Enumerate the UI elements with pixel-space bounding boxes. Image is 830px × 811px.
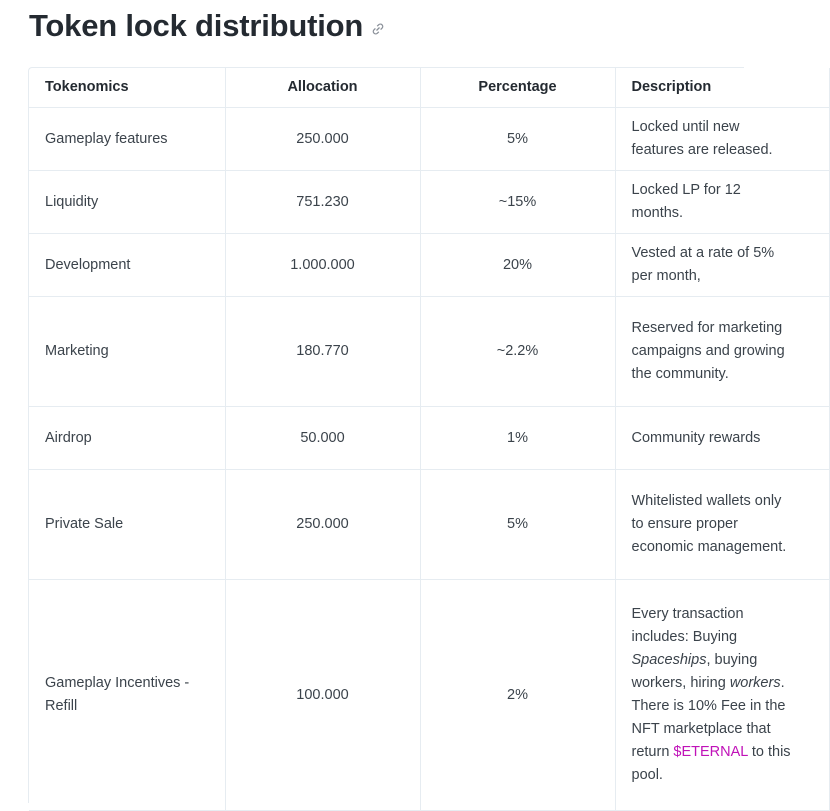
description-part: . There is 10% Fee in the NFT marketplace that return xyxy=(631,675,786,760)
cell-percentage: ~15% xyxy=(420,171,615,234)
table-row xyxy=(29,580,829,811)
cell-description xyxy=(615,407,829,470)
cell-allocation: 751.230 xyxy=(225,171,420,234)
cell-allocation: 50.000 xyxy=(225,407,420,470)
cell-percentage: 5% xyxy=(420,470,615,580)
token-symbol: $ETERNAL xyxy=(673,744,748,760)
cell-percentage: ~2.2% xyxy=(420,297,615,407)
description-text: Locked until new features are released. xyxy=(631,119,773,158)
cell-percentage: 1% xyxy=(420,407,615,470)
description-part: , buying workers, hiring xyxy=(631,652,758,691)
cell-tokenomics: Marketing xyxy=(29,297,225,407)
description-text: Vested at a rate of 5% per month, xyxy=(631,245,775,284)
cell-tokenomics: Liquidity xyxy=(29,171,225,234)
cell-allocation: 100.000 xyxy=(225,580,420,811)
description-emphasis: Spaceships xyxy=(631,652,707,668)
cell-percentage: 5% xyxy=(420,108,615,171)
cell-tokenomics: Private Sale xyxy=(29,470,225,580)
table-header-row xyxy=(29,68,829,108)
cell-description xyxy=(615,580,829,811)
description-emphasis: workers xyxy=(729,675,781,691)
cell-description xyxy=(615,108,829,171)
header-percentage: Percentage xyxy=(420,68,615,108)
description-text: Locked LP for 12 months. xyxy=(631,182,741,221)
cell-description xyxy=(615,171,829,234)
link-icon[interactable] xyxy=(371,22,385,36)
cell-percentage: 2% xyxy=(420,580,615,811)
cell-description xyxy=(615,470,829,580)
description-text: Community rewards xyxy=(631,429,761,446)
table-row xyxy=(29,234,829,297)
table-row xyxy=(29,108,829,171)
cell-allocation: 180.770 xyxy=(225,297,420,407)
cell-allocation: 1.000.000 xyxy=(225,234,420,297)
cell-percentage: 20% xyxy=(420,234,615,297)
page-title: Token lock distribution xyxy=(29,8,364,43)
header-allocation: Allocation xyxy=(225,68,420,108)
header-description: Description xyxy=(615,68,829,108)
description-part: Every transaction includes: Buying xyxy=(631,606,744,645)
cell-allocation: 250.000 xyxy=(225,108,420,171)
header-tokenomics: Tokenomics xyxy=(29,68,225,108)
cell-description xyxy=(615,234,829,297)
description-text xyxy=(632,603,792,787)
table-row xyxy=(29,470,829,580)
table-row xyxy=(29,407,829,470)
cell-description xyxy=(615,297,829,407)
description-part: to this pool. xyxy=(631,744,791,783)
cell-tokenomics: Airdrop xyxy=(29,407,225,470)
page-heading xyxy=(29,4,385,48)
cell-tokenomics: Development xyxy=(29,234,225,297)
table-row xyxy=(29,297,829,407)
description-text: Whitelisted wallets only to ensure proper economic management. xyxy=(631,493,787,555)
cell-allocation: 250.000 xyxy=(225,470,420,580)
cell-tokenomics: Gameplay features xyxy=(29,108,225,171)
table-row xyxy=(29,171,829,234)
cell-tokenomics: Gameplay Incentives - Refill xyxy=(29,580,225,811)
description-text: Reserved for marketing campaigns and growing the community. xyxy=(631,320,785,382)
token-distribution-table xyxy=(28,67,791,803)
